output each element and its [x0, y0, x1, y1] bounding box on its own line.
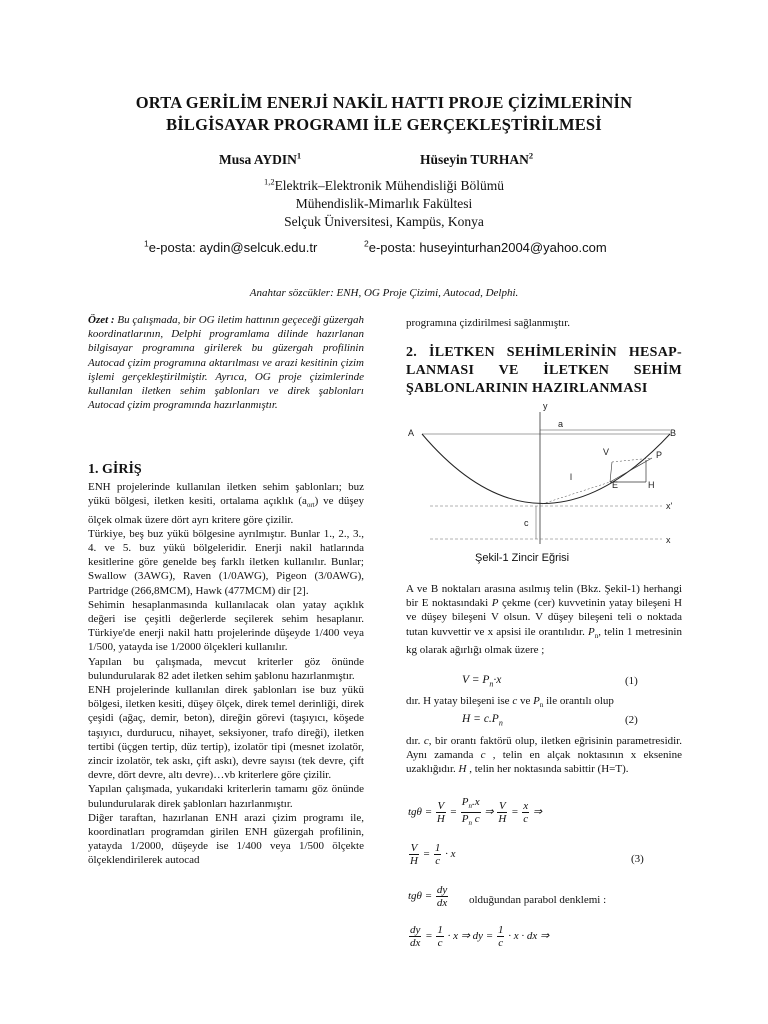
- equation-2-number: (2): [625, 714, 638, 726]
- title-line-2: BİLGİSAYAR PROGRAMI İLE GERÇEKLEŞTİRİLMESİ: [166, 115, 602, 134]
- label-l: l: [570, 472, 572, 482]
- force-V: [610, 462, 612, 482]
- label-V: V: [603, 447, 610, 457]
- paragraph: ENH projelerinde kullanılan iletken sehim şablonları; buz yükü bölgesi, iletken kesiti, ortalama açıklık $(a_{ort})$ ve düşey ölçek olmak üzere dört ayrı kritere göre çizilir.: [88, 481, 364, 526]
- abstract: [88, 313, 364, 412]
- section-1-body: [88, 480, 364, 868]
- title-line-1: ORTA GERİLİM ENERJİ NAKİL HATTI PROJE ÇİZİMLERİNİN: [135, 93, 633, 112]
- paragraph: Diğer taraftan, hazırlanan ENH arazi çizim programı ile, koordinatları programdan girilen ENH güzergah profilinin, yatayda 1/2000, düşeyde ise 1/400 veya 1/500 ölçekte ölçeklendirilerek autocad: [88, 811, 364, 867]
- label-c: c: [524, 518, 529, 528]
- paragraph: Yapılan çalışmada, yukarıdaki kriterlerin tamamı göz önünde bulundurularak direk şablonları hazırlanmıştır.: [88, 783, 364, 810]
- author-1-name: Musa AYDIN: [219, 152, 297, 167]
- equation-tan-theta: tgθ = $\frac{V}{H}$ = $\frac{P_n.x}{P_n c}$ ⇒ $\frac{V}{H}$ = $\frac{x}{c}$ ⇒: [408, 796, 543, 828]
- affiliation-sup: 1,2: [263, 176, 275, 187]
- author-1-sup: 1: [296, 150, 302, 161]
- affiliation-line-1: $^{1,2}$Elektrik–Elektronik Mühendisliği Bölümü: [263, 176, 505, 193]
- paragraph: Sehimin hesaplanmasında kullanılacak olan yatay açıklık değeri ise çeşitli değerlerde seçilerek sehim hesaplanır. Türkiye'de enerji nakil hattı projelerinde düşeyde 1/400 veya 1/500, yatayda ise 1/2000 ölçekleri kullanılır.: [88, 598, 364, 654]
- right-paragraph-1: A ve B noktaları arasına asılmış telin (Bkz. Şekil-1) herhangi bir E noktasındaki P çekme (cer) kuvvetinin yatay bileşeni H ve düşey bileşeni V olsun. V düşey bileşeni teli o noktada tutan kuvvettir ve x apsisi ile orantılıdır. $P_n$, telin 1 metresinin kg olarak ağırlığı olmak üzere ;: [406, 583, 682, 656]
- paper-title: [60, 92, 708, 136]
- paragraph: ENH projelerinde kullanılan direk şablonları ise buz yükü bölgesi, iletken kesiti, düşey ölçek, direk temel derinliği, direk çeşidi (ağaç, demir, beton), direğin görevi (taşıyıcı, köşede taşıyıcı, durdurucu, nihayet, seksiyoner, trafo direği), iletken tertibi (üçgen tertip, düz tertip), izolatör tipi (mesnet izolatör, zincir izolatör, tek askı, çift askı), devre sayısı (tek devre, çift devre, dört devre, altı devre)…vb kriterlere göre çizilir.: [88, 684, 364, 782]
- right-paragraph-3: dır. c, bir orantı faktörü olup, iletken eğrisinin parametresidir. Aynı zamanda c , telin en alçak noktasının x eksenine uzaklığıdır. H , telin her noktasında sabittir (H=T).: [406, 735, 682, 776]
- label-A: A: [408, 428, 415, 438]
- label-y: y: [543, 401, 548, 411]
- label-E: E: [612, 480, 619, 490]
- label-a: a: [558, 419, 564, 429]
- section-2-heading: 2. İLETKEN SEHİMLERİNİN HESAP-LANMASI VE İLETKEN SEHİM ŞABLONLARININ HAZIRLANMASI: [406, 345, 682, 396]
- abstract-text: Bu çalışmada, bir OG iletim hattının geçeceği güzergah koordinatlarının, Delphi programlama dilinde hazırlanan bilgisayar programına girilerek bu güzergah profilinin Autocad çizim programına aktarılması ve arazi kesitinin çizim işlemi gerçekleştirilmiştir. Ayrıca, OG proje çizimlerinde kullanılan iletken sehim şablonları ve direk şablonları Autocad çizim programında hazırlanmıştır.: [88, 314, 365, 412]
- equation-1: $V = P_n\cdot x$: [462, 674, 502, 689]
- author-2-name: Hüseyin TURHAN: [420, 152, 529, 167]
- equation-3: $\frac{V}{H}$ = $\frac{1}{c}$ · x: [410, 842, 456, 867]
- equation-2: $H = c.P_n$: [462, 713, 503, 728]
- right-column-continuation: programına çizdirilmesi sağlanmıştır.: [406, 317, 571, 329]
- author-2-sup: 2: [528, 150, 534, 161]
- affiliation-line-3: Selçuk Üniversitesi, Kampüs, Konya: [284, 214, 484, 229]
- email-2: $^2$e-posta: huseyinturhan2004@yahoo.com: [364, 238, 607, 255]
- email-1: $^1$e-posta: aydin@selcuk.edu.tr: [144, 238, 318, 255]
- label-x: x: [666, 535, 671, 545]
- label-P: P: [656, 450, 663, 460]
- equation-1-number: (1): [625, 675, 638, 687]
- wire-length-l: [542, 482, 610, 504]
- keywords: Anahtar sözcükler: ENH, OG Proje Çizimi, Autocad, Delphi.: [249, 287, 519, 299]
- figure-caption: Şekil-1 Zincir Eğrisi: [475, 552, 570, 564]
- equation-3-number: (3): [631, 853, 644, 865]
- affiliation-line-2: Mühendislik-Mimarlık Fakültesi: [295, 196, 473, 211]
- label-x-prime: x': [666, 501, 673, 511]
- section-1-heading: 1. GİRİŞ: [88, 462, 142, 477]
- right-paragraph-4: olduğundan parabol denklemi :: [469, 894, 607, 906]
- equation-parabola: $\frac{dy}{dx}$ = $\frac{1}{c}$ · x ⇒ dy = $\frac{1}{c}$ · x · dx ⇒: [410, 924, 550, 949]
- right-paragraph-2: dır. H yatay bileşeni ise c ve $P_n$ ile orantılı olup: [406, 695, 614, 710]
- label-H: H: [648, 480, 655, 490]
- paragraph: Yapılan bu çalışmada, mevcut kriterler göz önünde bulundurularak 82 adet iletken sehim şablonu hazırlanmıştır.: [88, 655, 364, 682]
- abstract-label: Özet :: [88, 314, 115, 326]
- catenary-figure: [400, 398, 690, 550]
- author-2: [420, 152, 533, 168]
- author-1: [219, 152, 301, 168]
- label-B: B: [670, 428, 677, 438]
- paragraph: Türkiye, beş buz yükü bölgesine ayrılmıştır. Bunlar 1., 2., 3., 4. ve 5. buz yükü bölgeleridir. Enerji nakil hatlarında kesitlerine göre genelde beş farklı iletken kullanılır. Bunlar; Swallow (3AWG), Raven (1/0AWG), Pigeon (3/0AWG), Partridge (266,8MCM), Hawk (477MCM) dir [2].: [88, 527, 364, 597]
- equation-derivative: tgθ = $\frac{dy}{dx}$: [408, 884, 448, 909]
